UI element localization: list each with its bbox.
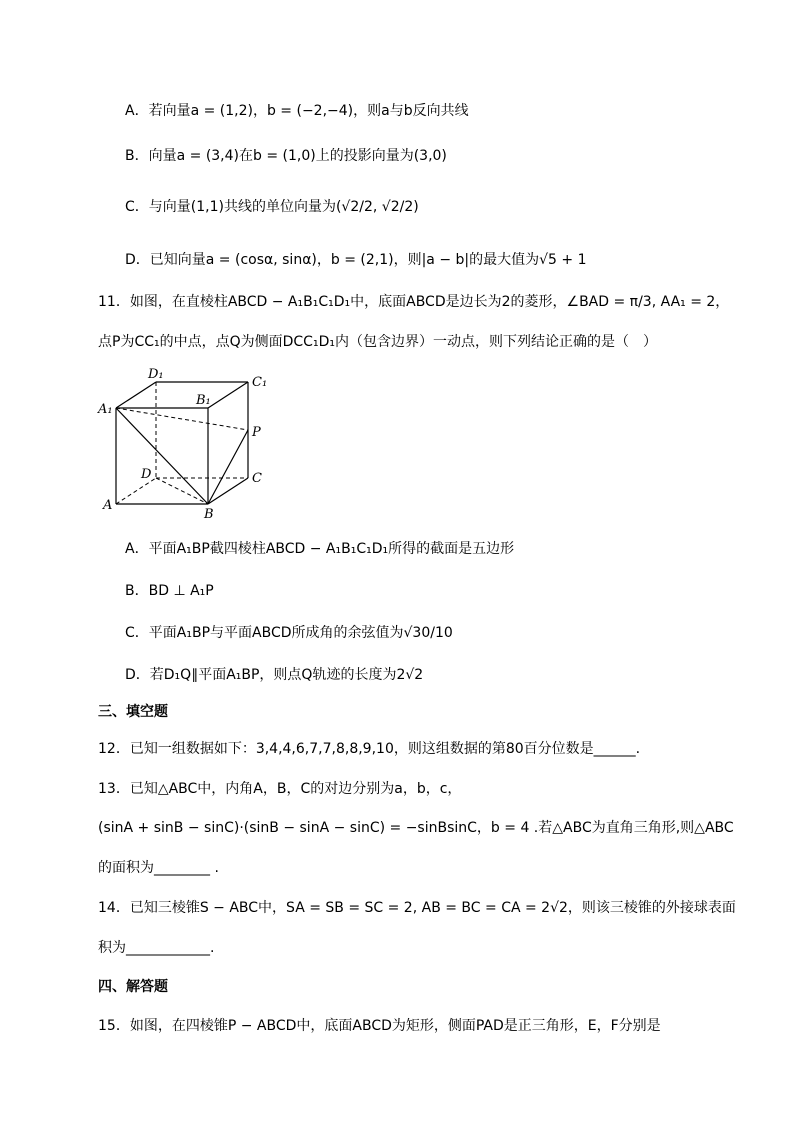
q11-stem-line1: 11．如图，在直棱柱ABCD − A₁B₁C₁D₁中，底面ABCD是边长为2的菱形，∠BAD = π/3, AA₁ = 2， bbox=[98, 294, 730, 310]
q11-stem-line2: 点P为CC₁的中点，点Q为侧面DCC₁D₁内（包含边界）一动点，则下列结论正确的是（ ） bbox=[98, 334, 657, 350]
q12-text: 12．已知一组数据如下：3,4,4,6,7,7,8,8,9,10，则这组数据的第80百分位数是______. bbox=[98, 741, 641, 757]
q14-line2: 积为____________. bbox=[98, 940, 215, 956]
label-c: C bbox=[252, 471, 262, 486]
q10-option-b: B．向量a = (3,4)在b = (1,0)上的投影向量为(3,0) bbox=[125, 148, 447, 164]
q11-option-b: B．BD ⊥ A₁P bbox=[125, 583, 214, 599]
label-p: P bbox=[252, 425, 261, 440]
q13-line1: 13．已知△ABC中，内角A，B，C的对边分别为a，b，c， bbox=[98, 781, 462, 797]
q10-option-c: C．与向量(1,1)共线的单位向量为(√2/2, √2/2) bbox=[125, 199, 419, 215]
q10-option-d: D．已知向量a = (cosα, sinα)，b = (2,1)，则|a − b|的最大值为√5 + 1 bbox=[125, 252, 587, 268]
q10-option-a: A．若向量a = (1,2)，b = (−2,−4)，则a与b反向共线 bbox=[125, 103, 469, 119]
label-c1: C₁ bbox=[252, 375, 268, 390]
prism-figure bbox=[98, 362, 278, 524]
q11-option-c: C．平面A₁BP与平面ABCD所成角的余弦值为√30/10 bbox=[125, 625, 453, 641]
section-fill-in-heading: 三、填空题 bbox=[98, 704, 168, 720]
label-b1: B₁ bbox=[196, 393, 211, 408]
prism-diagram bbox=[98, 362, 278, 524]
q11-option-d: D．若D₁Q∥平面A₁BP，则点Q轨迹的长度为2√2 bbox=[125, 667, 424, 683]
label-a: A bbox=[103, 498, 113, 513]
q13-line2: (sinA + sinB − sinC)·(sinB − sinA − sinC) = −sinBsinC，b = 4 .若△ABC为直角三角形,则△ABC bbox=[98, 820, 734, 836]
label-b: B bbox=[204, 507, 214, 522]
label-d1: D₁ bbox=[148, 367, 164, 382]
q14-line1: 14．已知三棱锥S − ABC中，SA = SB = SC = 2, AB = BC = CA = 2√2，则该三棱锥的外接球表面 bbox=[98, 900, 736, 916]
label-a1: A₁ bbox=[98, 402, 113, 417]
q15-text: 15．如图，在四棱锥P − ABCD中，底面ABCD为矩形，侧面PAD是正三角形，E，F分别是 bbox=[98, 1018, 661, 1034]
q13-line3: 的面积为________ . bbox=[98, 860, 219, 876]
section-solution-heading: 四、解答题 bbox=[98, 979, 168, 995]
q11-option-a: A．平面A₁BP截四棱柱ABCD − A₁B₁C₁D₁所得的截面是五边形 bbox=[125, 541, 515, 557]
label-d: D bbox=[141, 467, 152, 482]
